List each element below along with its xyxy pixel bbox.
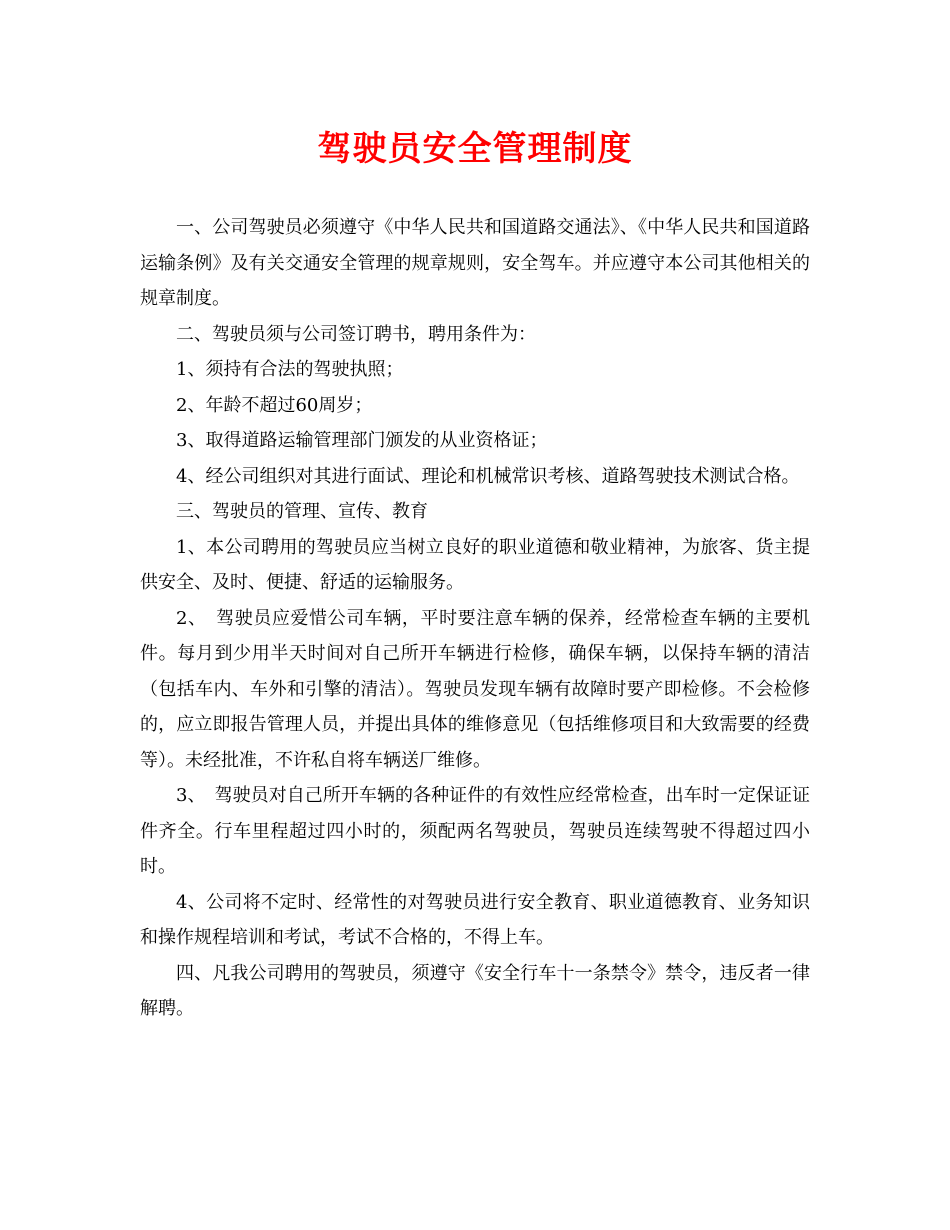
paragraph-11: 4、公司将不定时、经常性的对驾驶员进行安全教育、职业道德教育、业务知识和操作规程培训和考试，考试不合格的，不得上车。	[140, 891, 810, 948]
paragraph-2: 二、驾驶员须与公司签订聘书，聘用条件为：	[176, 323, 536, 345]
paragraph-10: 3、 驾驶员对自己所开车辆的各种证件的有效性应经常检查，出车时一定保证证件齐全。行车里程超过四小时的，须配两名驾驶员，驾驶员连续驾驶不得超过四小时。	[140, 785, 810, 877]
paragraph-1: 一、公司驾驶员必须遵守《中华人民共和国道路交通法》、《中华人民共和国道路运输条例》及有关交通安全管理的规章规则，安全驾车。并应遵守本公司其他相关的规章制度。	[140, 217, 810, 309]
paragraph-9: 2、 驾驶员应爱惜公司车辆，平时要注意车辆的保养，经常检查车辆的主要机件。每月到少用半天时间对自己所开车辆进行检修，确保车辆，以保持车辆的清洁（包括车内、车外和引擎的清洁）。驾驶员发现车辆有故障时要产即检修。不会检修的，应立即报告管理人员，并提出具体的维修意见（包括维修项目和大致需要的经费等）。未经批准，不许私自将车辆送厂维修。	[140, 607, 810, 771]
document-body	[140, 210, 810, 1027]
paragraph-4: 2、年龄不超过60周岁；	[176, 394, 373, 416]
paragraph-3: 1、须持有合法的驾驶执照；	[176, 359, 404, 380]
document-title: 驾驶员安全管理制度	[317, 129, 633, 169]
paragraph-8: 1、本公司聘用的驾驶员应当树立良好的职业道德和敬业精神，为旅客、货主提供安全、及时、便捷、舒适的运输服务。	[140, 536, 810, 593]
paragraph-5: 3、取得道路运输管理部门颁发的从业资格证；	[176, 430, 548, 451]
paragraph-12: 四、凡我公司聘用的驾驶员，须遵守《安全行车十一条禁令》禁令，违反者一律解聘。	[140, 962, 810, 1019]
paragraph-7: 三、驾驶员的管理、宣传、教育	[176, 501, 428, 522]
paragraph-6: 4、经公司组织对其进行面试、理论和机械常识考核、道路驾驶技术测试合格。	[176, 465, 800, 487]
